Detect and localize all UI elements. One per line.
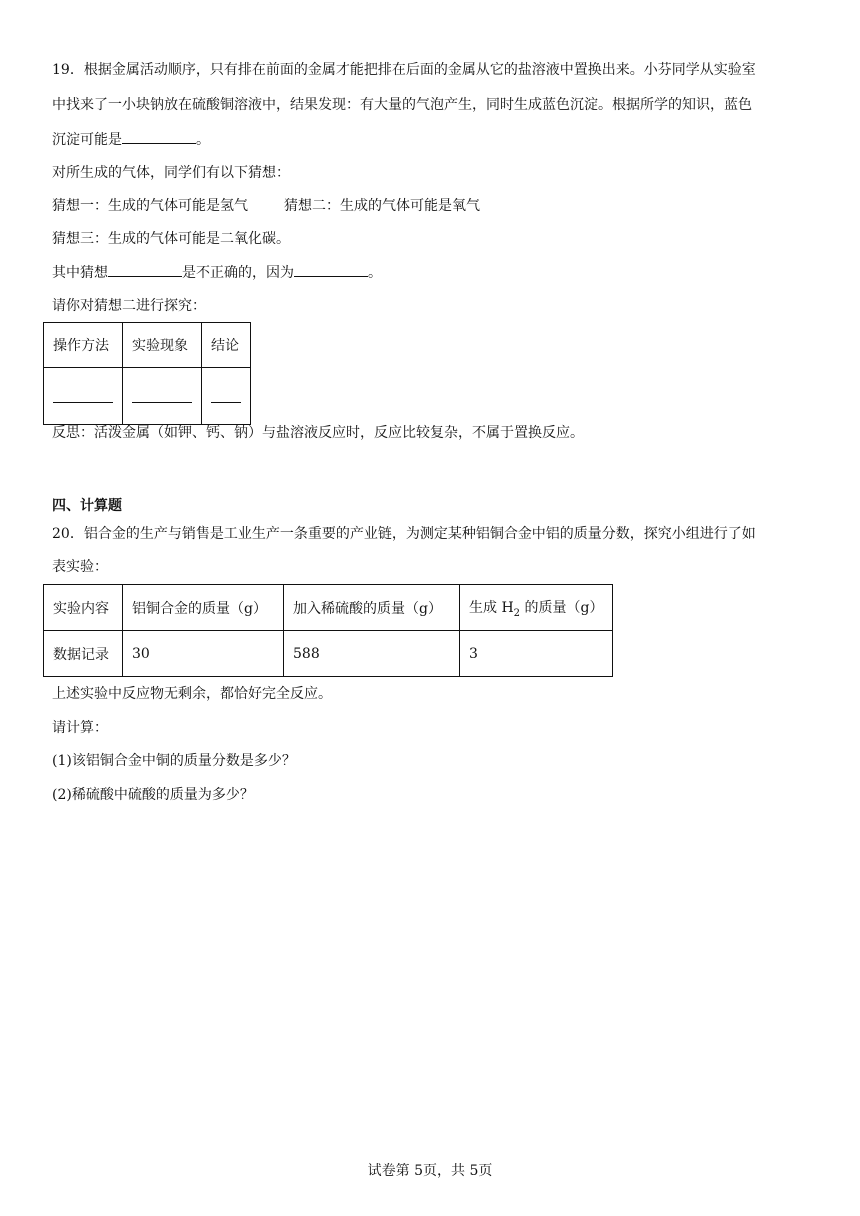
guess-2: 猜想二：生成的气体可能是氧气 xyxy=(284,198,480,214)
answer-blank-guess-number[interactable] xyxy=(108,262,182,277)
guess-3: 猜想三：生成的气体可能是二氧化碳。 xyxy=(52,231,290,247)
table-header-cell: 实验现象 xyxy=(123,323,202,368)
table-header-row xyxy=(44,585,613,631)
which-mid: 是不正确的，因为 xyxy=(182,265,294,281)
q20-line-2: 表实验： xyxy=(52,559,108,575)
table-header-cell: 加入稀硫酸的质量（g） xyxy=(284,585,460,631)
table-header-cell: 结论 xyxy=(202,323,251,368)
table-header-cell: 实验内容 xyxy=(44,585,123,631)
q20-sub-1: (1)该铝铜合金中铜的质量分数是多少？ xyxy=(52,753,296,769)
data-table xyxy=(43,584,613,677)
q19-line-3-suffix: 。 xyxy=(196,132,210,148)
answer-blank-conclusion[interactable] xyxy=(202,368,251,425)
table-cell: 数据记录 xyxy=(44,631,123,677)
q19-line-3 xyxy=(52,129,210,150)
answer-blank-phenomenon[interactable] xyxy=(123,368,202,425)
answer-blank-method[interactable] xyxy=(44,368,123,425)
table-cell: 3 xyxy=(460,631,613,677)
q19-line-1: 19．根据金属活动顺序，只有排在前面的金属才能把排在后面的金属从它的盐溶液中置换出来。小芬同学从实验室 xyxy=(52,62,756,78)
table-answer-row xyxy=(44,368,251,425)
q20-note: 上述实验中反应物无剩余，都恰好完全反应。 xyxy=(52,686,332,702)
table-cell: 588 xyxy=(284,631,460,677)
answer-blank-reason[interactable] xyxy=(294,262,368,277)
table-header-cell: 铝铜合金的质量（g） xyxy=(123,585,284,631)
q19-line-2: 中找来了一小块钠放在硫酸铜溶液中，结果发现：有大量的气泡产生，同时生成蓝色沉淀。根据所学的知识，蓝色 xyxy=(52,97,752,113)
q20-sub-2: (2)稀硫酸中硫酸的质量为多少？ xyxy=(52,787,254,803)
which-suffix: 。 xyxy=(368,265,382,281)
table-cell: 30 xyxy=(123,631,284,677)
h2-label-prefix: 生成 H xyxy=(469,599,514,616)
q19-which-guess xyxy=(52,262,382,283)
q19-line-4: 对所生成的气体，同学们有以下猜想： xyxy=(52,165,290,181)
answer-blank-precipitate[interactable] xyxy=(122,129,196,144)
q20-line-1: 20．铝合金的生产与销售是工业生产一条重要的产业链，为测定某种铝铜合金中铝的质量分数，探究小组进行了如 xyxy=(52,526,756,542)
table-header-cell: 操作方法 xyxy=(44,323,123,368)
table-header-row xyxy=(44,323,251,368)
guess-1: 猜想一：生成的气体可能是氢气 xyxy=(52,198,248,214)
q19-explore: 请你对猜想二进行探究： xyxy=(52,298,206,314)
q19-guess-row xyxy=(52,196,480,216)
table-header-cell xyxy=(460,585,613,631)
q20-ask: 请计算： xyxy=(52,720,108,736)
q19-line-3-prefix: 沉淀可能是 xyxy=(52,132,122,148)
h2-subscript: 2 xyxy=(513,607,521,619)
explore-table xyxy=(43,322,251,425)
section-title: 四、计算题 xyxy=(52,498,122,514)
h2-label-suffix: 的质量（g） xyxy=(520,599,604,616)
table-row xyxy=(44,631,613,677)
q19-reflection: 反思：活泼金属（如钾、钙、钠）与盐溶液反应时，反应比较复杂，不属于置换反应。 xyxy=(52,425,584,441)
which-prefix: 其中猜想 xyxy=(52,265,108,281)
page-footer: 试卷第 5页，共 5页 xyxy=(367,1163,493,1179)
